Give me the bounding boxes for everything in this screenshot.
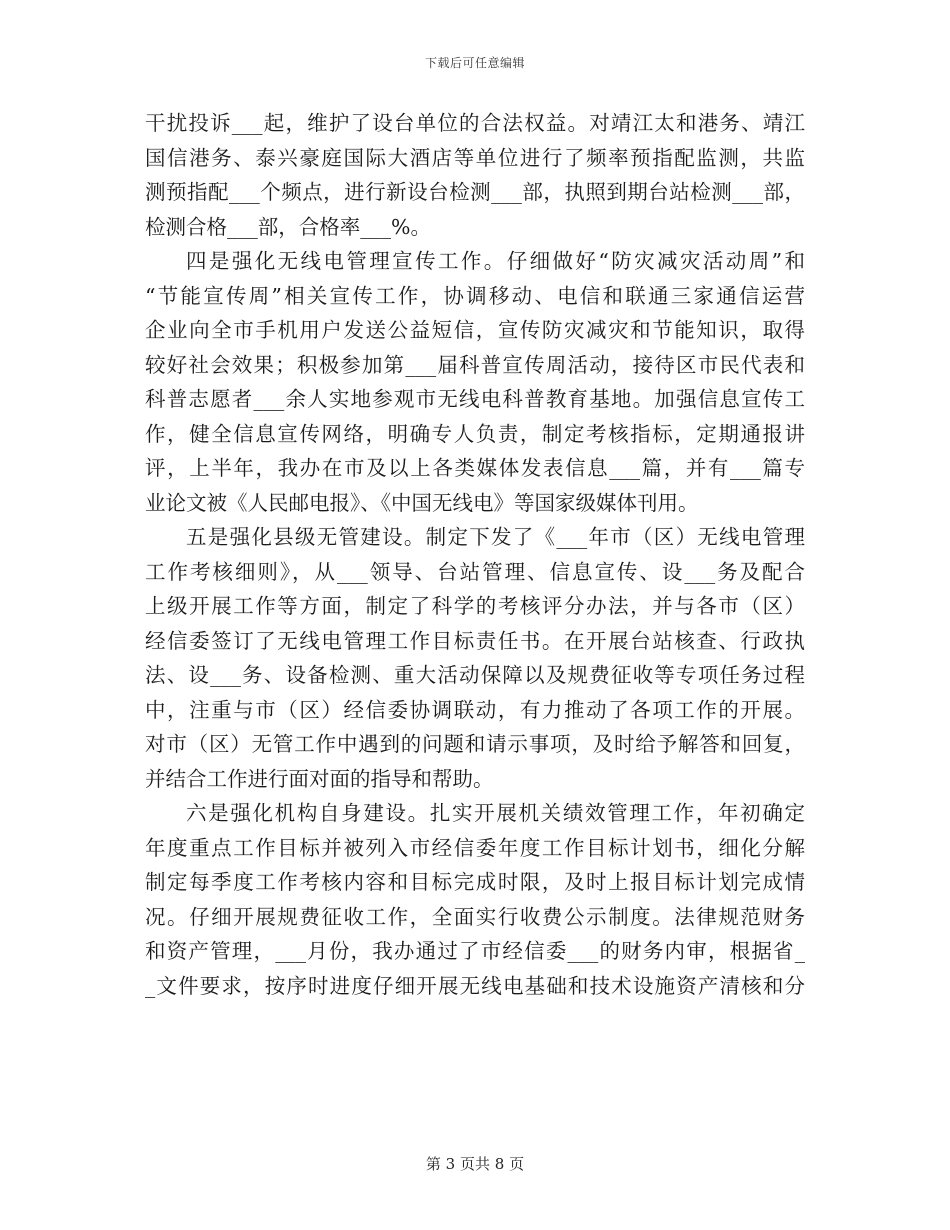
- paragraph-start-line: 四是强化无线电管理宣传工作。仔细做好“防灾减灾活动周”和: [186, 249, 805, 273]
- text-line: 经信委签订了无线电管理工作目标责任书。在开展台站核查、行政执: [145, 628, 805, 653]
- text-line: “节能宣传周”相关宣传工作，协调移动、电信和联通三家通信运营: [145, 283, 805, 308]
- text-line: 检测合格___部，合格率___%。: [145, 214, 431, 239]
- page-number-footer: 第 3 页共 8 页: [425, 1155, 525, 1173]
- text-line: 测预指配___个频点，进行新设台检测___部，执照到期台站检测___部，: [145, 180, 805, 204]
- text-line: 科普志愿者___余人实地参观市无线电科普教育基地。加强信息宣传工: [145, 387, 805, 411]
- text-line: 和资产管理，___月份，我办通过了市经信委___的财务内审，根据省_: [145, 939, 805, 963]
- text-line: 企业向全市手机用户发送公益短信，宣传防灾减灾和节能知识，取得: [145, 318, 805, 342]
- document-body: [145, 106, 805, 1003]
- text-line: 对市（区）无管工作中遇到的问题和请示事项，及时给予解答和回复，: [145, 732, 805, 756]
- paragraph-start-line: 五是强化县级无管建设。制定下发了《___年市（区）无线电管理: [186, 525, 805, 549]
- text-line: 中，注重与市（区）经信委协调联动，有力推动了各项工作的开展。: [145, 697, 805, 722]
- text-line: 评，上半年，我办在市及以上各类媒体发表信息___篇，并有___篇专: [145, 456, 805, 480]
- text-line: 并结合工作进行面对面的指导和帮助。: [145, 766, 494, 791]
- text-line: 业论文被《人民邮电报》、《中国无线电》等国家级媒体刊用。: [145, 490, 699, 515]
- text-line: 工作考核细则》，从___领导、台站管理、信息宣传、设___务及配合: [145, 559, 805, 584]
- text-line: 法、设___务、设备检测、重大活动保障以及规费征收等专项任务过程: [145, 663, 805, 687]
- text-line: 较好社会效果；积极参加第___届科普宣传周活动，接待区市民代表和: [145, 352, 805, 377]
- text-line: 国信港务、泰兴豪庭国际大酒店等单位进行了频率预指配监测，共监: [145, 145, 805, 170]
- text-line: 况。仔细开展规费征收工作，全面实行收费公示制度。法律规范财务: [145, 904, 805, 929]
- text-line: 作，健全信息宣传网络，明确专人负责，制定考核指标，定期通报讲: [145, 421, 805, 446]
- text-line: 上级开展工作等方面，制定了科学的考核评分办法，并与各市（区）: [145, 594, 805, 618]
- page-header: 下载后可任意编辑: [424, 56, 525, 70]
- text-line: 干扰投诉___起，维护了设台单位的合法权益。对靖江太和港务、靖江: [145, 111, 805, 135]
- text-line: 制定每季度工作考核内容和目标完成时限，及时上报目标计划完成情: [145, 870, 805, 894]
- text-line: 年度重点工作目标并被列入市经信委年度工作目标计划书，细化分解: [145, 835, 805, 860]
- paragraph-start-line: 六是强化机构自身建设。扎实开展机关绩效管理工作，年初确定: [186, 801, 805, 825]
- text-line: _文件要求，按序时进度仔细开展无线电基础和技术设施资产清核和分: [145, 973, 805, 998]
